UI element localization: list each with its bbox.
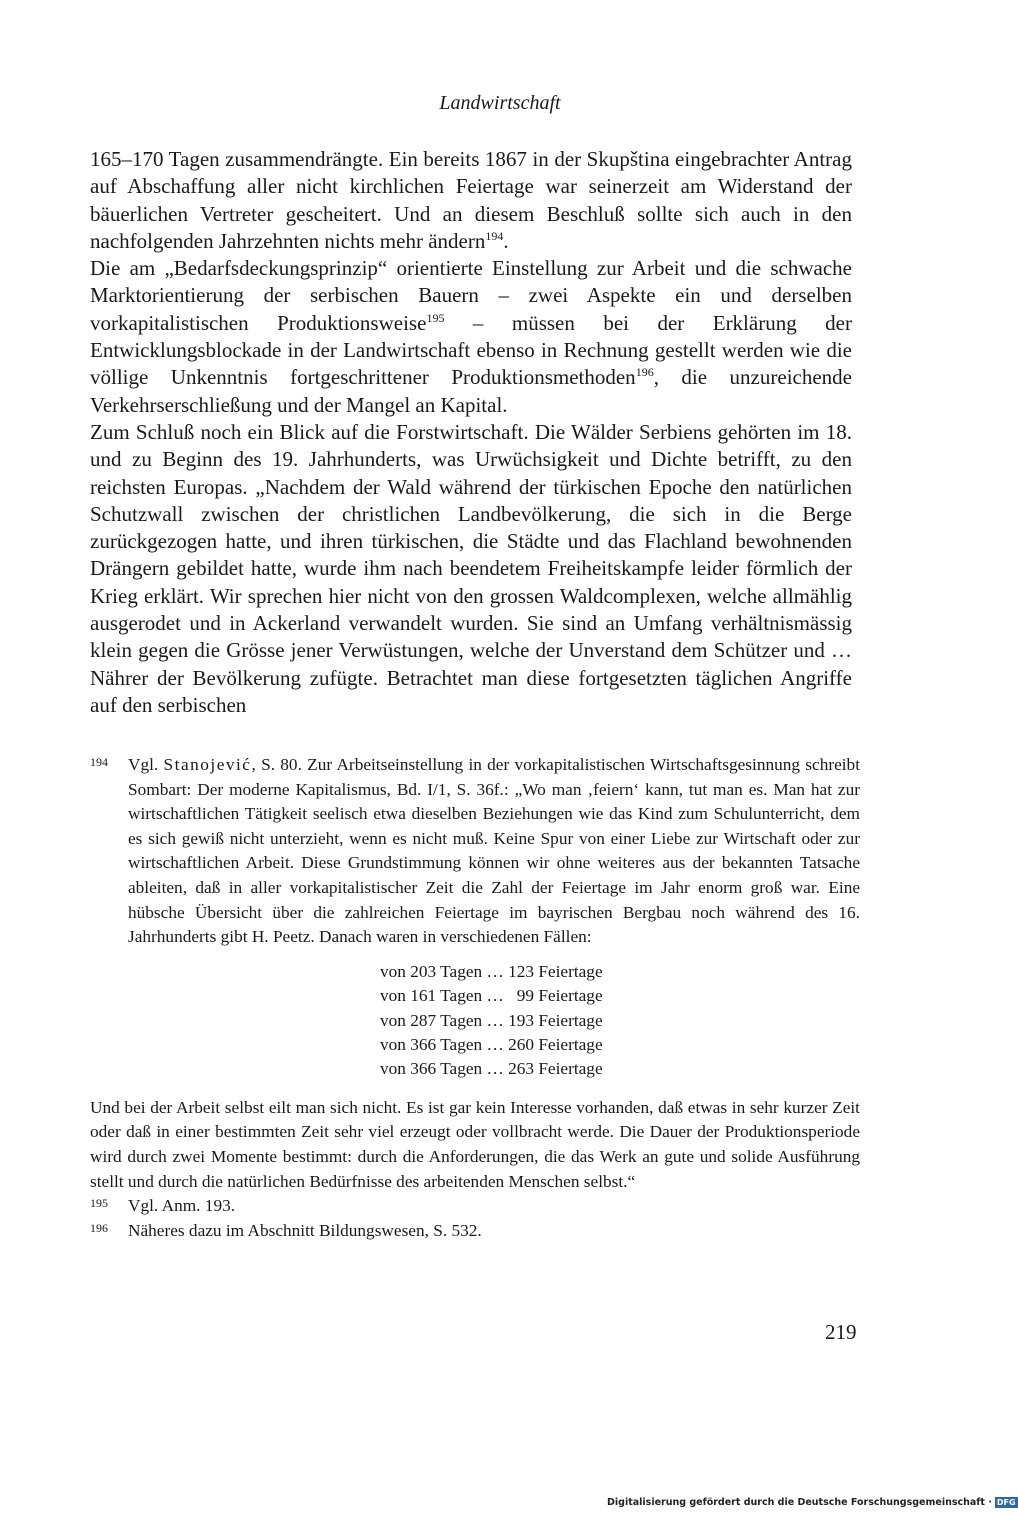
- holidays-cell: 260 Feiertage: [508, 1034, 603, 1054]
- table-row: [380, 1057, 603, 1081]
- table-row: [380, 984, 603, 1008]
- digitization-credit: [607, 1497, 1018, 1508]
- body-paragraph-2: [90, 255, 852, 419]
- footnote-text: [128, 753, 860, 1096]
- paragraph-tail: .: [503, 228, 509, 253]
- footnote-195: [90, 1194, 860, 1219]
- footnote-lead: Vgl.: [128, 755, 164, 774]
- days-cell: von 287 Tagen …: [380, 1010, 504, 1030]
- days-cell: von 161 Tagen …: [380, 986, 504, 1006]
- body-paragraph-3: Zum Schluß noch ein Blick auf die Forstwirtschaft. Die Wälder Serbiens gehörten im 18. und zu Beginn des 19. Jahrhunderts, was Urwüchsigkeit und Dichte betrifft, zu den reichsten Europas. „Nachdem der Wald während der türkischen Epoche den natürlichen Schutzwall zwischen der christlichen Landbevölkerung, die sich in die Berge zurückgezogen hatte, und ihren türkischen, die Städte und das Flachland bewohnenden Drängern gebildet hatte, wurde ihm nach beendetem Freiheitskampfe leider förmlich der Krieg erklärt. Wir sprechen hier nicht von den grossen Waldcomplexen, welche allmählig ausgerodet und in Ackerland verwandelt wurden. Sie sind an Umfang verhältnismässig klein gegen die Grösse jener Verwüstungen, welche der Unverstand dem Schützer und … Nährer der Bevölkerung zufügte. Betrachtet man diese fortgesetzten täglichen Angriffe auf den serbischen: [90, 419, 852, 717]
- holidays-cell: 193 Feiertage: [508, 1010, 603, 1030]
- table-row: [380, 1033, 603, 1057]
- holiday-table: [380, 960, 603, 1082]
- paragraph-text: Die am „Bedarfsdeckungsprinzip“ orientierte Einstellung zur Arbeit und die schwache Marktorientierung der serbischen Bauern – zwei Aspekte ein und derselben vorkapitalistischen Produktionsweise: [90, 256, 852, 335]
- footnote-text: Näheres dazu im Abschnitt Bildungswesen, S. 532.: [128, 1220, 482, 1240]
- main-text: [90, 146, 852, 719]
- table-row: [380, 1009, 603, 1033]
- footnote-ref-194[interactable]: 194: [485, 228, 504, 243]
- table-row: [380, 960, 603, 984]
- credit-text: Digitalisierung gefördert durch die Deutsche Forschungsgemeinschaft ·: [607, 1497, 992, 1508]
- days-cell: von 366 Tagen …: [380, 1034, 504, 1054]
- footnote-194-continuation: Und bei der Arbeit selbst eilt man sich nicht. Es ist gar kein Interesse vorhanden, daß etwas in sehr kurzer Zeit oder daß in einer bestimmten Zeit sehr viel erzeugt oder vollbracht werde. Die Dauer der Produktionsperiode wird durch zwei Momente bestimmt: durch die Anforderungen, die das Werk an gute und solide Ausführung stellt und durch die natürlichen Bedürfnisse des arbeitenden Menschen selbst.“: [90, 1097, 860, 1191]
- holidays-cell: 123 Feiertage: [508, 961, 603, 981]
- paragraph-text: , die unzureichende Verkehrserschließung und der Mangel an Kapital.: [90, 365, 852, 417]
- footnote-194: [90, 753, 860, 1096]
- footnote-author: Stanojević: [163, 755, 252, 774]
- footnote-quote: , S. 80. Zur Arbeitseinstellung in der vorkapitalistischen Wirtschaftsgesinnung schreibt Sombart: Der moderne Kapitalismus, Bd. I/1, S. 36f.: „Wo man ‚feiern‘ kann, tut man es. Man hat zur wirtschaftlichen Tätigkeit seelisch etwa dieselben Beziehungen wie das Kind zum Schulunterricht, dem es sich gewiß nicht unterzieht, wenn es nicht muß. Keine Spur von einer Liebe zur Wirtschaft oder zur wirtschaftlichen Arbeit. Diese Grundstimmung können wir ohne weiteres aus der bekannten Tatsache ableiten, daß in aller vorkapitalistischer Zeit die Zahl der Feiertage im Jahr enorm groß war. Eine hübsche Übersicht über die zahlreichen Feiertage im bayrischen Bergbau noch während des 16. Jahrhunderts gibt H. Peetz. Danach waren in verschiedenen Fällen:: [128, 755, 860, 947]
- days-cell: von 203 Tagen …: [380, 961, 504, 981]
- dfg-logo: DFG: [996, 1498, 1016, 1507]
- footnote-number: 196: [90, 1220, 108, 1235]
- footnote-ref-196[interactable]: 196: [635, 365, 654, 380]
- running-title: Landwirtschaft: [439, 92, 561, 114]
- paragraph-text: 165–170 Tagen zusammendrängte. Ein bereits 1867 in der Skupština eingebrachter Antrag auf Abschaffung aller nicht kirchlichen Feiertage war seinerzeit am Widerstand der bäuerlichen Vertreter gescheitert. Und an diesem Beschluß sollte sich auch in den nachfolgenden Jahrzehnten nichts mehr ändern: [90, 147, 852, 253]
- footnote-ref-195[interactable]: 195: [426, 310, 445, 325]
- holidays-cell: 263 Feiertage: [508, 1059, 603, 1079]
- footnote-number: 195: [90, 1196, 108, 1211]
- body-paragraph-1: [90, 146, 852, 255]
- footnote-196: [90, 1219, 860, 1244]
- footnotes: [90, 753, 860, 1243]
- days-cell: von 366 Tagen …: [380, 1059, 504, 1079]
- holidays-cell: 99 Feiertage: [508, 986, 603, 1006]
- paragraph-text: – müssen bei der Erklärung der Entwicklungsblockade in der Landwirtschaft ebenso in Rechnung gestellt werden wie die völlige Unkenntnis fortgeschrittener Produktionsmethoden: [90, 310, 852, 390]
- footnote-text: Vgl. Anm. 193.: [128, 1196, 236, 1216]
- page-number: 219: [825, 1320, 857, 1344]
- footnote-number: 194: [90, 755, 108, 769]
